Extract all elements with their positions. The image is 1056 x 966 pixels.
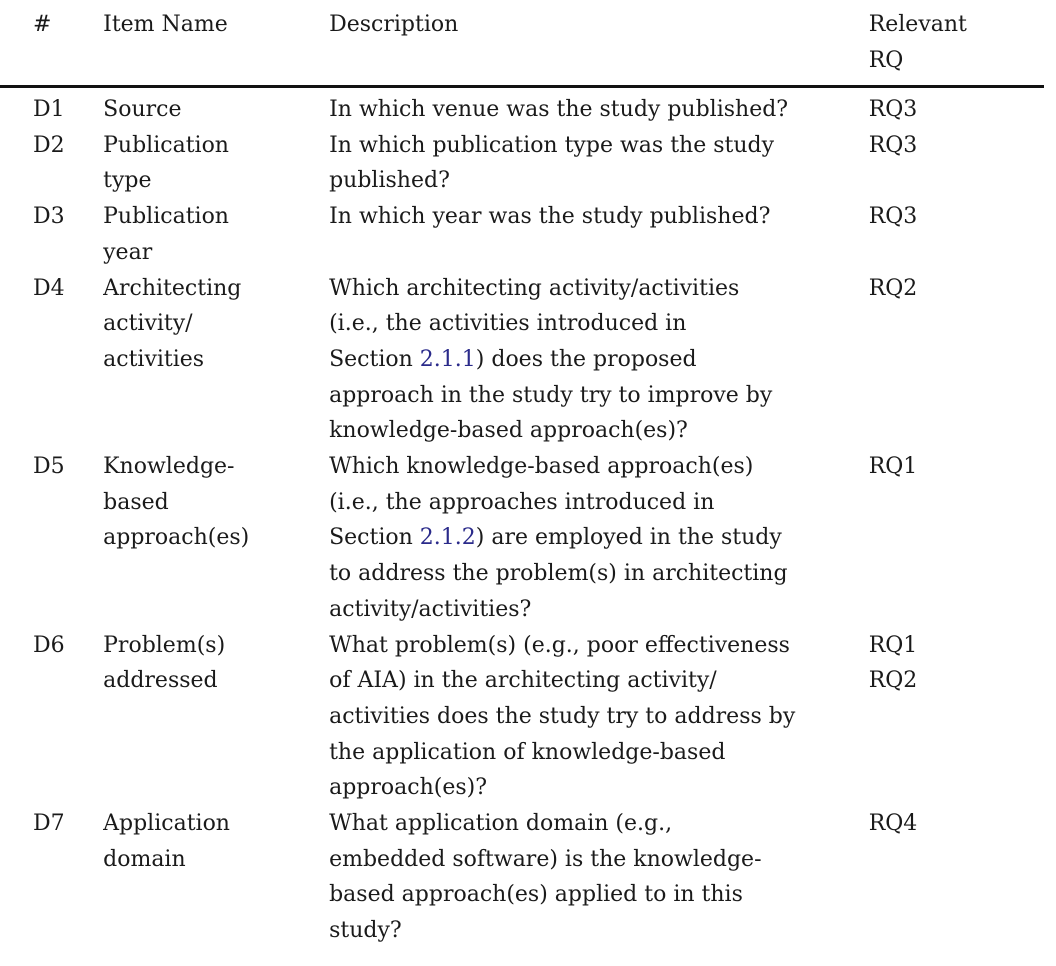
table-row bbox=[0, 199, 1044, 270]
table-row bbox=[0, 628, 1044, 807]
description bbox=[329, 199, 869, 270]
description-text: In which venue was the study published? bbox=[329, 97, 789, 122]
table-row bbox=[0, 128, 1044, 199]
description-text: Which knowledge-based approach(es) (i.e., the approaches introduced in Section bbox=[329, 454, 754, 551]
table-row bbox=[0, 449, 1044, 628]
section-link[interactable]: 2.1.2 bbox=[419, 525, 476, 551]
table-row bbox=[0, 806, 1044, 949]
description bbox=[329, 271, 869, 450]
item-name: Problem(s) addressed bbox=[103, 632, 226, 694]
description-text: Which architecting activity/activities (i.e., the activities introduced in Section bbox=[329, 275, 740, 372]
relevant-rq: RQ1 bbox=[868, 454, 918, 480]
description-text: What problem(s) (e.g., poor effectiveness of AIA) in the architecting activity/ activities does the study try to address by the application of knowledge-based approach(es)? bbox=[329, 632, 796, 801]
header-description: Description bbox=[329, 12, 459, 37]
row-id: D6 bbox=[33, 632, 65, 658]
item-name: Publication year bbox=[103, 204, 229, 265]
description bbox=[329, 806, 869, 949]
item-name: Knowledge- based approach(es) bbox=[103, 454, 250, 551]
item-name: Source bbox=[103, 97, 182, 122]
row-id: D2 bbox=[33, 132, 65, 158]
description-text: ) does the proposed approach in the study try to improve by knowledge-based approach(es)? bbox=[329, 346, 773, 444]
relevant-rq: RQ3 bbox=[868, 97, 918, 122]
row-id: D3 bbox=[33, 204, 65, 230]
relevant-rq: RQ3 bbox=[868, 204, 918, 230]
item-name: Architecting activity/ activities bbox=[103, 275, 242, 372]
relevant-rq: RQ2 bbox=[868, 275, 918, 301]
description-text: What application domain (e.g., embedded software) is the knowledge- based approach(es) applied to in this study? bbox=[329, 811, 762, 944]
row-id: D1 bbox=[33, 97, 65, 122]
header-relevant-rq: Relevant RQ bbox=[868, 12, 967, 73]
description bbox=[329, 628, 869, 807]
description-text: In which publication type was the study published? bbox=[329, 132, 775, 194]
description bbox=[329, 92, 869, 128]
row-id: D4 bbox=[33, 275, 65, 301]
header-rule bbox=[0, 85, 1044, 88]
table-header bbox=[0, 0, 1044, 79]
item-name: Publication type bbox=[103, 132, 229, 194]
relevant-rq: RQ4 bbox=[868, 811, 918, 837]
description bbox=[329, 449, 869, 628]
header-number: # bbox=[33, 12, 52, 37]
description-text: In which year was the study published? bbox=[329, 204, 771, 230]
table-row bbox=[0, 92, 1044, 128]
description-text: ) are employed in the study to address the problem(s) in architecting activity/activities? bbox=[329, 525, 788, 622]
relevant-rq: RQ3 bbox=[868, 132, 918, 158]
row-id: D7 bbox=[33, 811, 65, 837]
table-body bbox=[0, 92, 1044, 949]
row-id: D5 bbox=[33, 454, 65, 480]
header-item-name: Item Name bbox=[103, 12, 228, 37]
item-name: Application domain bbox=[103, 811, 230, 872]
relevant-rq: RQ1 RQ2 bbox=[868, 632, 918, 694]
section-link[interactable]: 2.1.1 bbox=[419, 346, 476, 372]
description bbox=[329, 128, 869, 199]
table-row bbox=[0, 271, 1044, 450]
